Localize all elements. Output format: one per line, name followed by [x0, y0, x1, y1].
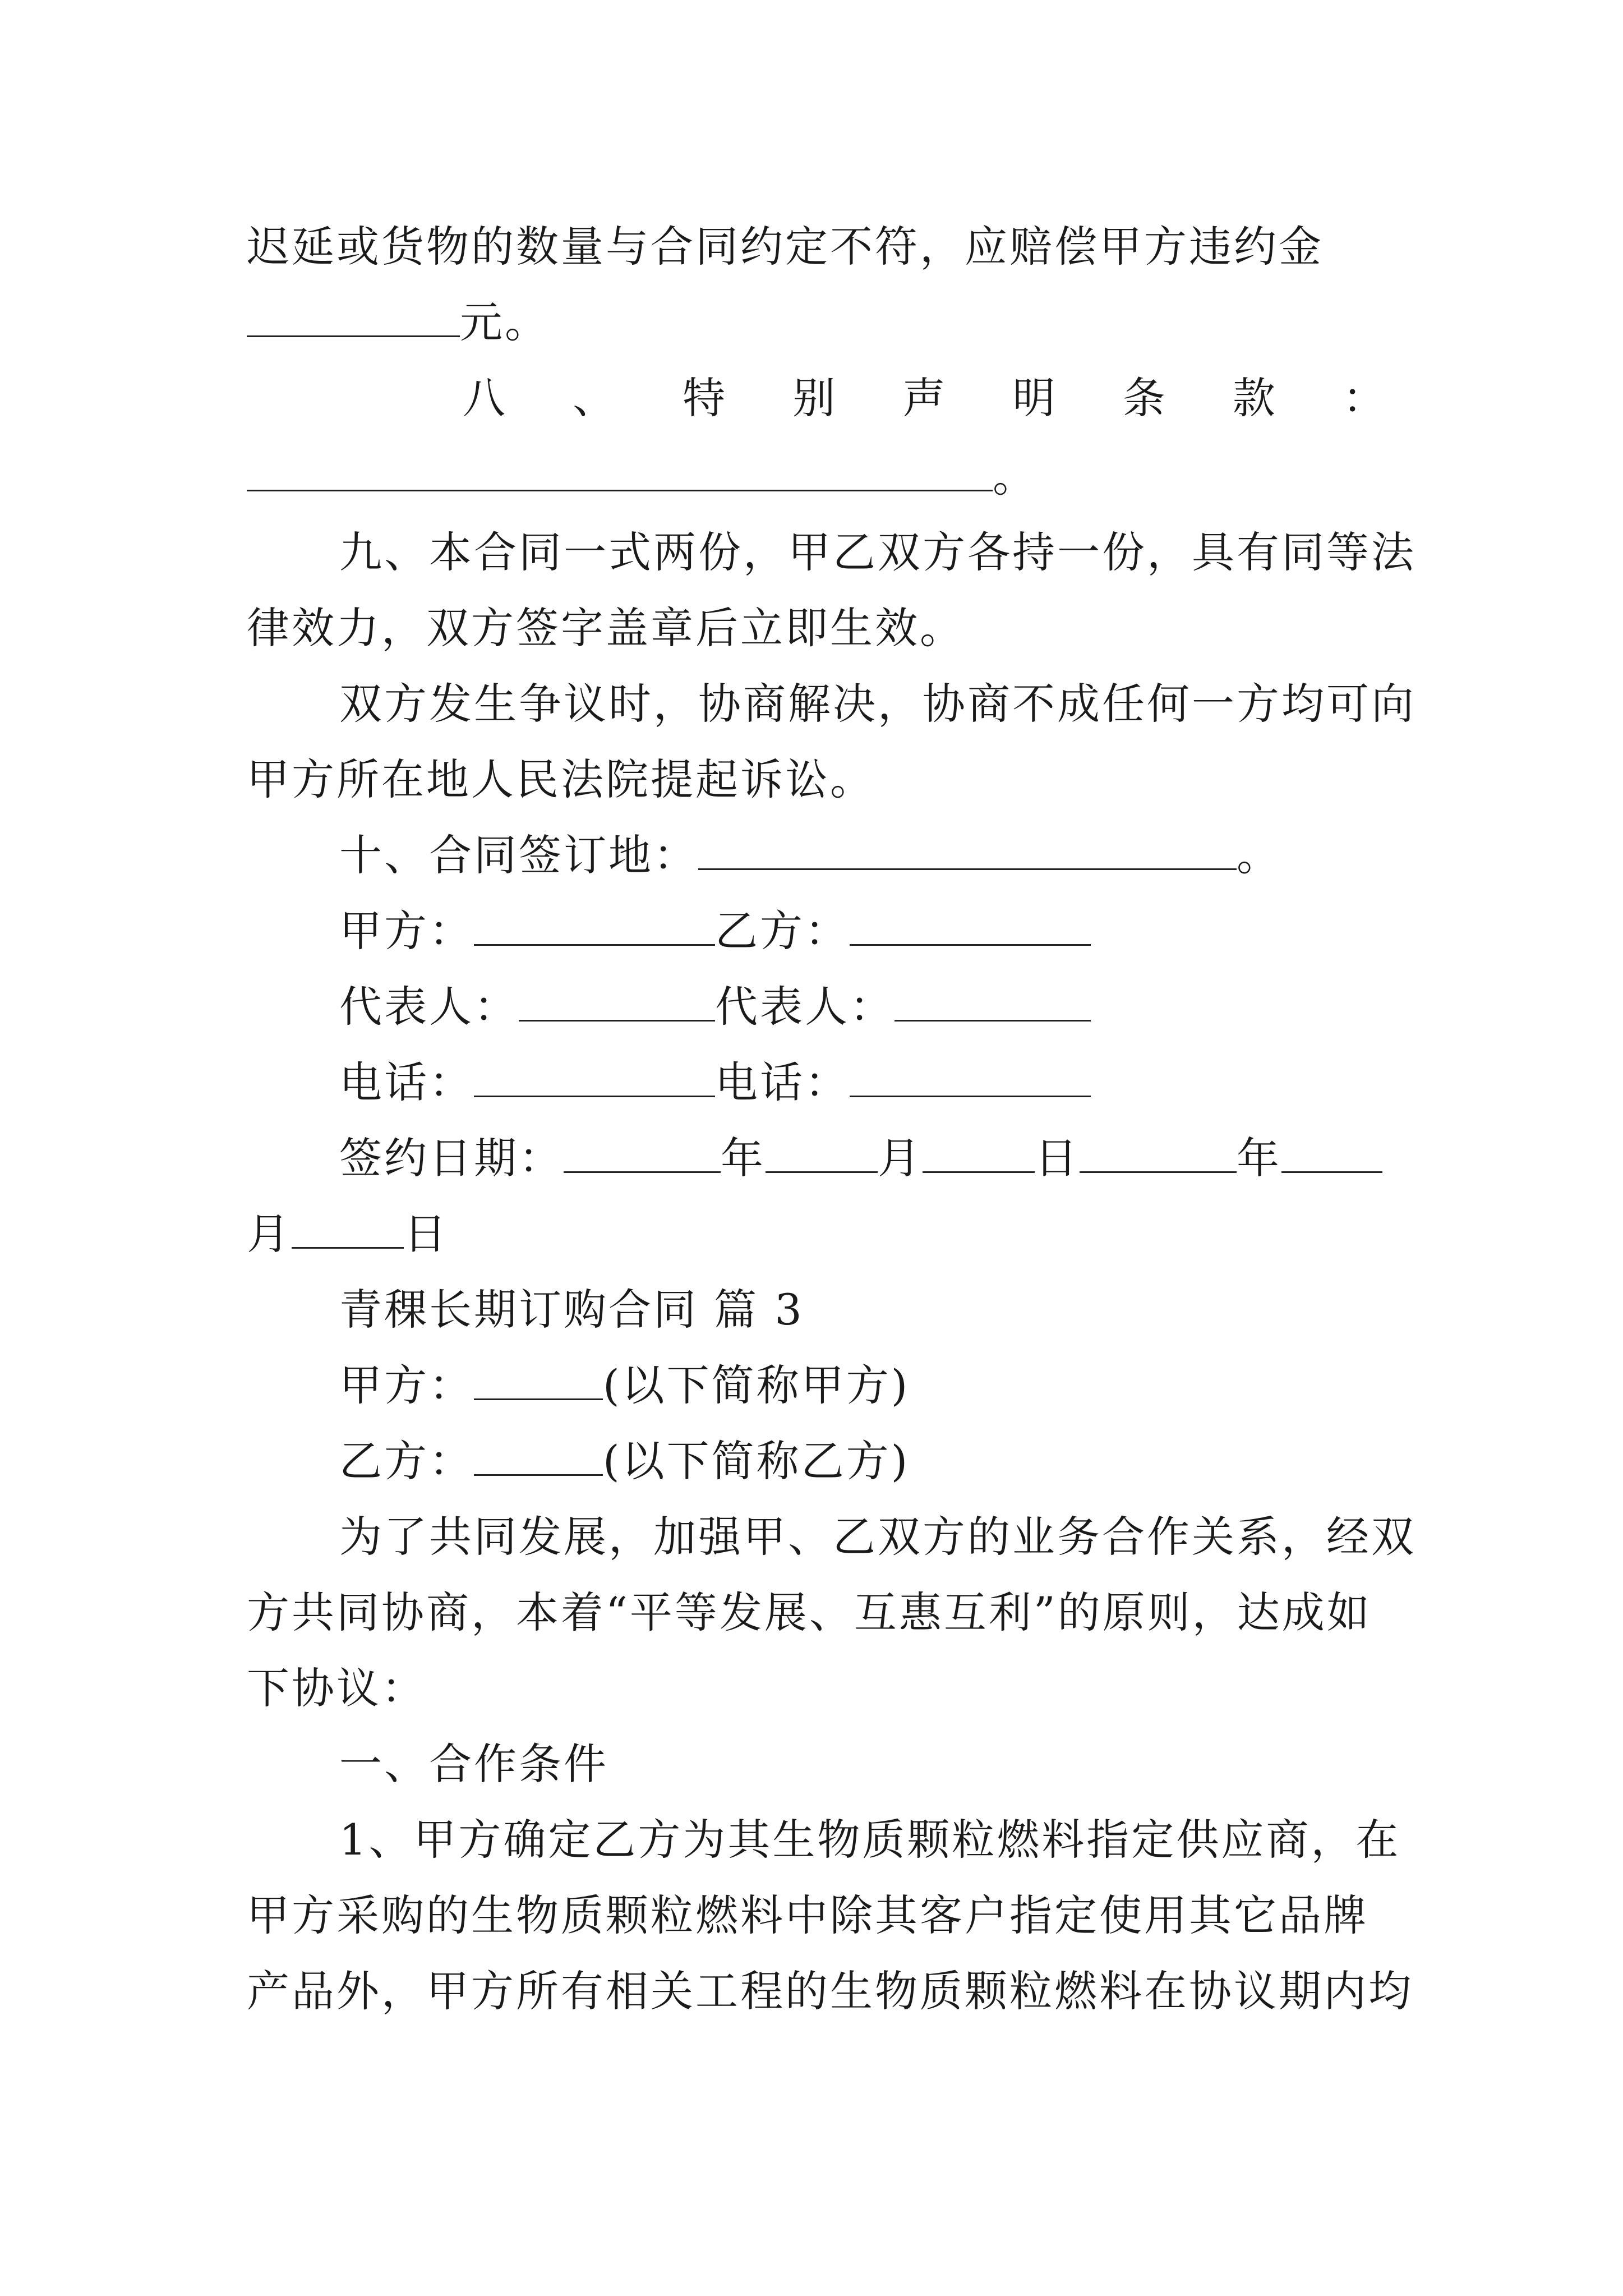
- blank-underline: [895, 985, 1091, 1022]
- text-line: 下协议：: [247, 1663, 426, 1713]
- blank-underline: [698, 834, 1237, 870]
- party-b-line: 乙方： (以下简称乙方): [339, 1436, 910, 1486]
- clause-10: 十、合同签订地： 。: [339, 830, 1281, 880]
- party-row: 甲方： 乙方：: [339, 903, 1478, 959]
- text-line: 律效力，双方签字盖章后立即生效。: [247, 603, 965, 653]
- party-a-line: 甲方： (以下简称甲方): [339, 1360, 910, 1410]
- preamble: 为了共同发展，加强甲、乙双方的业务合作关系，经双: [339, 1512, 1416, 1562]
- text-line: 甲方采购的生物质颗粒燃料中除其客户指定使用其它品牌: [247, 1890, 1368, 1940]
- blank-underline: [247, 455, 993, 491]
- blank-underline: [292, 1212, 404, 1249]
- text-line: 产品外，甲方所有相关工程的生物质颗粒燃料在协议期内均: [247, 1966, 1413, 2016]
- text-line: 元。: [247, 295, 1385, 351]
- blank-underline: [474, 1061, 715, 1097]
- text-line: 方共同协商，本着“平等发展、互惠互利”的原则，达成如: [247, 1588, 1372, 1637]
- blank-underline: [850, 1061, 1091, 1097]
- text-line: 。: [247, 449, 1385, 505]
- blank-underline: [247, 301, 460, 337]
- blank-underline: [850, 909, 1091, 946]
- text-line: 迟延或货物的数量与合同约定不符，应赔偿甲方违约金: [247, 222, 1324, 272]
- dispute-clause: 双方发生争议时，协商解决，协商不成任何一方均可向: [339, 679, 1416, 729]
- blank-underline: [923, 1137, 1035, 1173]
- blank-underline: [564, 1137, 721, 1173]
- sign-date-row: 签约日期： 年 月 日 年: [339, 1130, 1478, 1186]
- blank-underline: [474, 1439, 603, 1476]
- blank-underline: [766, 1137, 878, 1173]
- blank-underline: [1080, 1137, 1237, 1173]
- text-line: 甲方所在地人民法院提起诉讼。: [247, 754, 875, 804]
- text-line: 月 日: [247, 1209, 449, 1259]
- blank-underline: [474, 909, 715, 946]
- clause-9: 九、本合同一式两份，甲乙双方各持一份，具有同等法: [339, 527, 1416, 577]
- blank-underline: [474, 1364, 603, 1400]
- section-8-heading: 八 、 特 别 声 明 条 款 ：: [463, 373, 1385, 423]
- contract-title: 青稞长期订购合同 篇 3: [339, 1285, 804, 1335]
- section-heading: 一、合作条件: [339, 1739, 608, 1789]
- clause-1: 1、甲方确定乙方为其生物质颗粒燃料指定供应商，在: [339, 1815, 1401, 1865]
- blank-underline: [519, 985, 715, 1022]
- phone-row: 电话： 电话：: [339, 1055, 1478, 1111]
- blank-underline: [1281, 1137, 1382, 1173]
- representative-row: 代表人： 代表人：: [339, 979, 1478, 1035]
